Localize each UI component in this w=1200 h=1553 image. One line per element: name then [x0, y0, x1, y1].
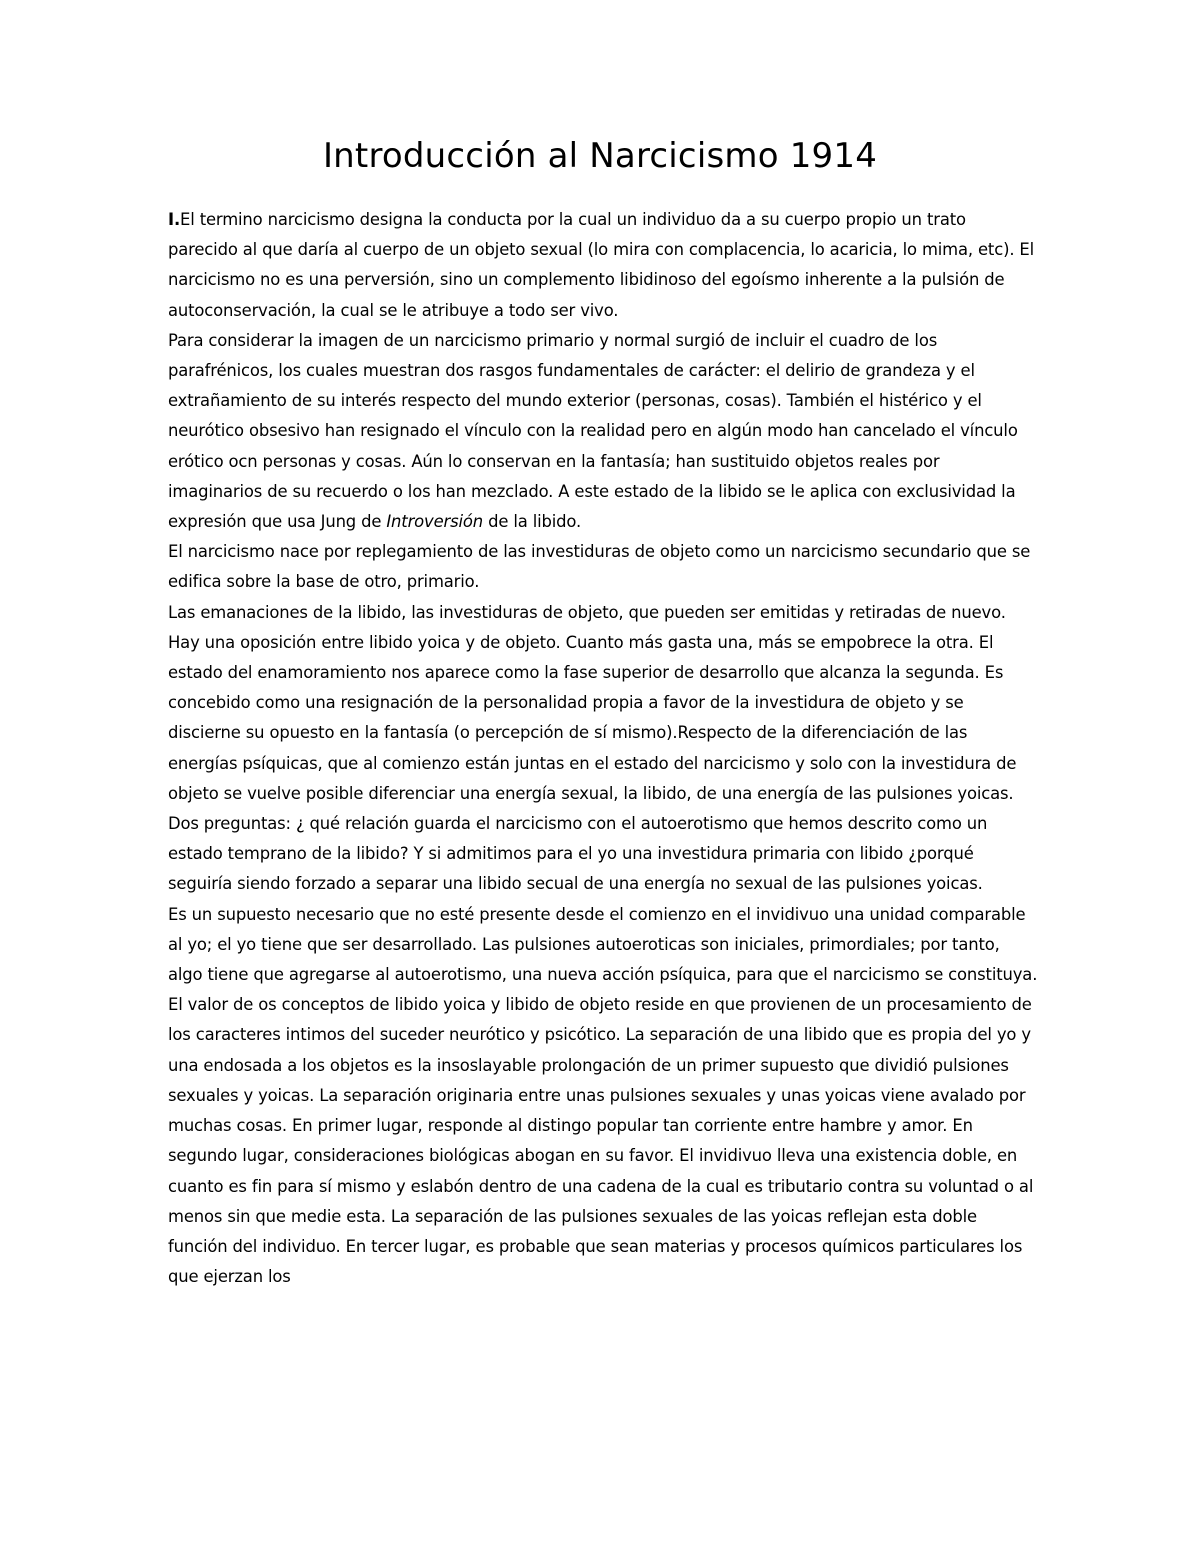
paragraph-2 — [168, 326, 1038, 537]
paragraph-3: El narcicismo nace por replegamiento de las investiduras de objeto como un narcicismo secundario que se edifica sobre la base de otro, primario. — [168, 542, 1031, 592]
paragraph-7: El valor de os conceptos de libido yoica y libido de objeto reside en que provienen de un procesamiento de los caracteres intimos del suceder neurótico y psicótico. La separación de una libido que es propia del yo y una endosada a los objetos es la insoslayable prolongación de un primer supuesto que dividió pulsiones sexuales y yoicas. La separación originaria entre unas pulsiones sexuales y unas yoicas viene avalado por muchas cosas. En primer lugar, responde al distingo popular tan corriente entre hambre y amor. En segundo lugar, consideraciones biológicas abogan en su favor. El invidivuo lleva una existencia doble, en cuanto es fin para sí mismo y eslabón dentro de una cadena de la cual es tributario contra su voluntad o al menos sin que medie esta. La separación de las pulsiones sexuales de las yoicas reflejan esta doble función del individuo. En tercer lugar, es probable que sean materias y procesos químicos particulares los que ejerzan los — [168, 995, 1034, 1287]
paragraph-1-text: El termino narcicismo designa la conducta por la cual un individuo da a su cuerpo propio un trato parecido al que daría al cuerpo de un objeto sexual (lo mira con complacencia, lo acaricia, lo mima, etc). El narcicismo no es una perversión, sino un complemento libidinoso del egoísmo inherente a la pulsión de autoconservación, la cual se le atribuye a todo ser vivo. — [168, 210, 1035, 320]
paragraph-6: Es un supuesto necesario que no esté presente desde el comienzo en el invidivuo una unidad comparable al yo; el yo tiene que ser desarrollado. Las pulsiones autoeroticas son iniciales, primordiales; por tanto, algo tiene que agregarse al autoerotismo, una nueva acción psíquica, para que el narcicismo se constituya. — [168, 904, 1038, 985]
paragraph-5: Dos preguntas: ¿ qué relación guarda el narcicismo con el autoerotismo que hemos descrito como un estado temprano de la libido? Y si admitimos para el yo una investidura primaria con libido ¿porqué seguiría siendo forzado a separar una libido secual de una energía no sexual de las pulsiones yoicas. — [168, 814, 988, 894]
document-title: Introducción al Narcicismo 1914 — [322, 136, 878, 176]
paragraph-2-text-after: de la libido. — [483, 512, 582, 532]
paragraph-2-text-before: Para considerar la imagen de un narcicismo primario y normal surgió de incluir el cuadro de los parafrénicos, los cuales muestran dos rasgos fundamentales de carácter: el delirio de grandeza y el extrañamiento de su interés respecto del mundo exterior (personas, cosas). También el histérico y el neurótico obsesivo han resignado el vínculo con la realidad pero en algún modo han cancelado el vínculo erótico ocn personas y cosas. Aún lo conservan en la fantasía; han sustituido objetos reales por imaginarios de su recuerdo o los han mezclado. A este estado de la libido se le aplica con exclusividad la expresión que usa Jung de — [168, 330, 1018, 532]
paragraph-4: Las emanaciones de la libido, las investiduras de objeto, que pueden ser emitidas y retiradas de nuevo. Hay una oposición entre libido yoica y de objeto. Cuanto más gasta una, más se empobrece la otra. El estado del enamoramiento nos aparece como la fase superior de desarrollo que alcanza la segunda. Es concebido como una resignación de la personalidad propia a favor de la investidura de objeto y se discierne su opuesto en la fantasía (o percepción de sí mismo).Respecto de la diferenciación de las energías psíquicas, que al comienzo están juntas en el estado del narcicismo y solo con la investidura de objeto se vuelve posible diferenciar una energía sexual, la libido, de una energía de las pulsiones yoicas. — [168, 602, 1017, 803]
section-numeral: I. — [168, 210, 181, 229]
italic-term: Introversión — [386, 512, 484, 532]
document-body — [168, 205, 1038, 1292]
paragraph-1 — [168, 205, 1038, 326]
